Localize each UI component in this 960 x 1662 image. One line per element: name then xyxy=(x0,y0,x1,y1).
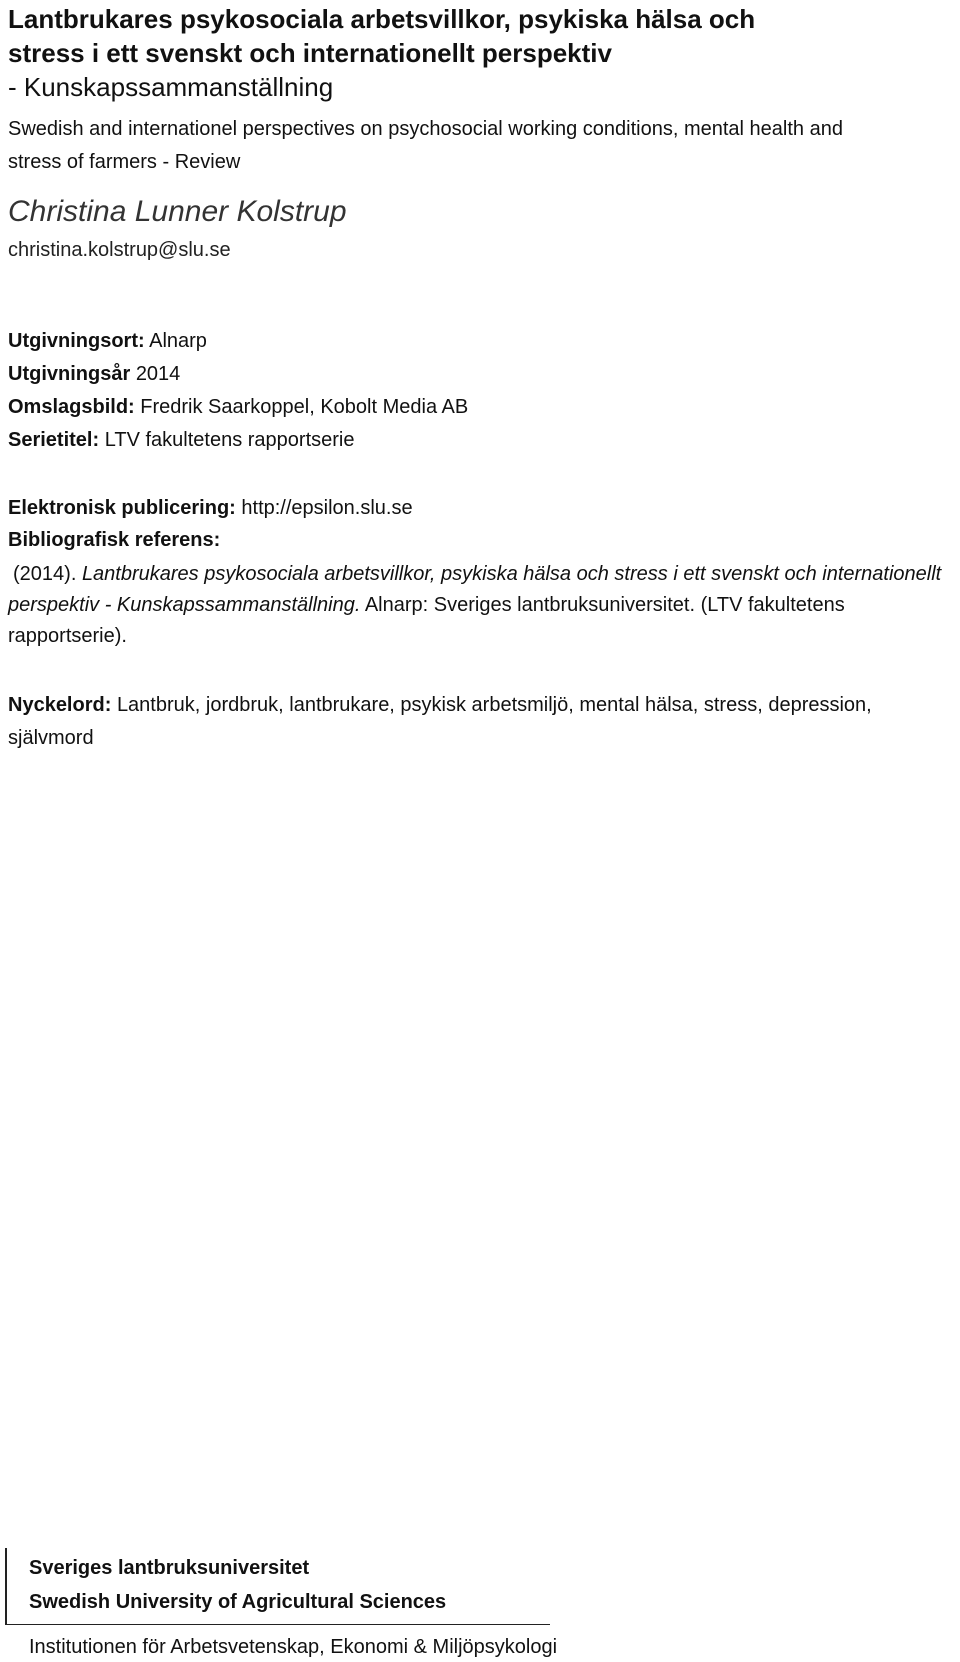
bibliographic-reference-row xyxy=(8,527,220,553)
english-title-line-1: Swedish and internationel perspectives on psychosocial working conditions, mental health and xyxy=(8,118,843,140)
title-line-2: stress i ett svenskt och internationellt perspektiv xyxy=(8,38,612,68)
publication-place-value: Alnarp xyxy=(149,330,207,352)
series-title-row xyxy=(8,427,354,453)
publication-place-row xyxy=(8,328,207,354)
page-subtitle: - Kunskapssammanställning xyxy=(8,72,334,102)
keywords-label: Nyckelord: xyxy=(8,694,112,716)
cover-image-row xyxy=(8,394,468,420)
electronic-publication-link[interactable]: http://epsilon.slu.se xyxy=(241,497,413,519)
title-line-1: Lantbrukares psykosociala arbetsvillkor, psykiska hälsa och xyxy=(8,4,756,34)
bibliographic-reference-label: Bibliografisk referens: xyxy=(8,529,221,551)
citation-title: Lantbrukares psykosociala arbetsvillkor, psykiska hälsa och stress i ett svenskt och internationellt perspektiv - Kunskapssammanställning. xyxy=(8,563,942,616)
cover-image-value: Fredrik Saarkoppel, Kobolt Media AB xyxy=(140,396,469,418)
cover-image-label: Omslagsbild: xyxy=(8,396,135,418)
publication-year-row xyxy=(8,361,180,387)
series-title-value: LTV fakultetens rapportserie xyxy=(104,429,355,451)
university-name-english: Swedish University of Agricultural Sciences xyxy=(29,1591,447,1613)
keywords xyxy=(8,689,938,755)
publication-year-label: Utgivningsår xyxy=(8,363,131,385)
author-name: Christina Lunner Kolstrup xyxy=(8,195,347,228)
publication-place-label: Utgivningsort: xyxy=(8,330,145,352)
english-title xyxy=(8,113,948,179)
department-name: Institutionen för Arbetsvetenskap, Ekonomi & Miljöpsykologi xyxy=(29,1636,558,1658)
citation-series: (LTV fakultetens rapportserie). xyxy=(8,594,845,647)
english-title-line-2: stress of farmers - Review xyxy=(8,151,241,173)
citation-publisher: Alnarp: Sveriges lantbruksuniversitet. xyxy=(364,594,695,616)
university-name-swedish: Sveriges lantbruksuniversitet xyxy=(29,1557,310,1579)
keywords-value: Lantbruk, jordbruk, lantbrukare, psykisk arbetsmiljö, mental hälsa, stress, depression, självmord xyxy=(8,694,872,749)
electronic-publication-row xyxy=(8,495,413,521)
page-title xyxy=(8,2,938,70)
citation-year: (2014). xyxy=(13,563,77,585)
series-title-label: Serietitel: xyxy=(8,429,100,451)
author-email: christina.kolstrup@slu.se xyxy=(8,239,231,261)
electronic-publication-label: Elektronisk publicering: xyxy=(8,497,236,519)
publication-year-value: 2014 xyxy=(135,363,181,385)
footer-vertical-divider xyxy=(5,1548,7,1624)
footer-horizontal-divider xyxy=(5,1624,550,1625)
citation-text xyxy=(8,559,948,652)
